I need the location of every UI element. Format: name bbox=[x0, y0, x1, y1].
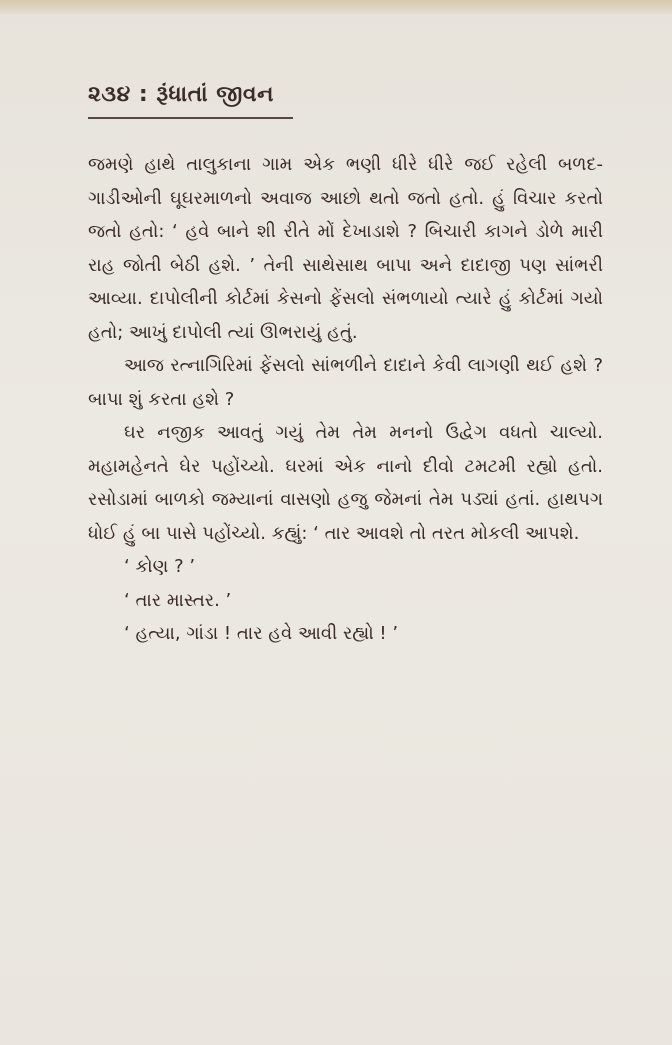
header-underline bbox=[88, 117, 293, 119]
header-separator: : bbox=[130, 82, 157, 107]
dialog-line-2: ‘ તાર માસ્તર. ’ bbox=[124, 589, 232, 611]
paragraph-2: આજ રત્નાગિરિમાં ફેંસલો સાંભળીને દાદાને કેવી લાગણી થઈ હશે ? બાપા શું કરતા હશે ? bbox=[88, 355, 603, 410]
page-top-edge bbox=[0, 0, 672, 14]
book-title: રૂંધાતાં જીવન bbox=[156, 82, 274, 107]
dialog-line-1: ‘ કોણ ? ’ bbox=[124, 556, 196, 577]
running-header bbox=[88, 82, 274, 107]
paragraph-1: જમણે હાથે તાલુકાના ગામ એક ભણી ધીરે ધીરે જઈ રહેલી બળદ-ગાડીઓની ઘૂઘરમાળનો અવાજ આછો થતો જતો હતો. હું વિચાર કરતો જતો હતો: ‘ હવે બાને શી રીતે મોં દેખાડાશે ? બિચારી કાગને ડોળે મારી રાહ જોતી બેઠી હશે. ’ તેની સાથેસાથ બાપા અને દાદાજી પણ સાંભરી આવ્યા. દાપોલીની કોર્ટમાં કેસનો ફેંસલો સંભળાયો ત્યારે હું કોર્ટમાં ગયો હતો; આખું દાપોલી ત્યાં ઊભરાયું હતું. bbox=[88, 154, 603, 343]
paragraph-3: ઘર નજીક આવતું ગયું તેમ તેમ મનનો ઉદ્વેગ વધતો ચાલ્યો. મહામહેનતે ઘેર પહોંચ્યો. ઘરમાં એક નાનો દીવો ટમટમી રહ્યો હતો. રસોડામાં બાળકો જમ્યાનાં વાસણો હજુ જેમનાં તેમ પડ્યાં હતાં. હાથપગ ધોઈ હું બા પાસે પહોંચ્યો. કહ્યું: ‘ તાર આવશે તો તરત મોકલી આપશે. bbox=[88, 422, 603, 544]
body-text bbox=[88, 148, 603, 651]
dialog-line-3: ‘ હત્યા, ગાંડા ! તાર હવે આવી રહ્યો ! ’ bbox=[124, 623, 399, 644]
page-number: ૨૩૪ bbox=[88, 82, 131, 107]
